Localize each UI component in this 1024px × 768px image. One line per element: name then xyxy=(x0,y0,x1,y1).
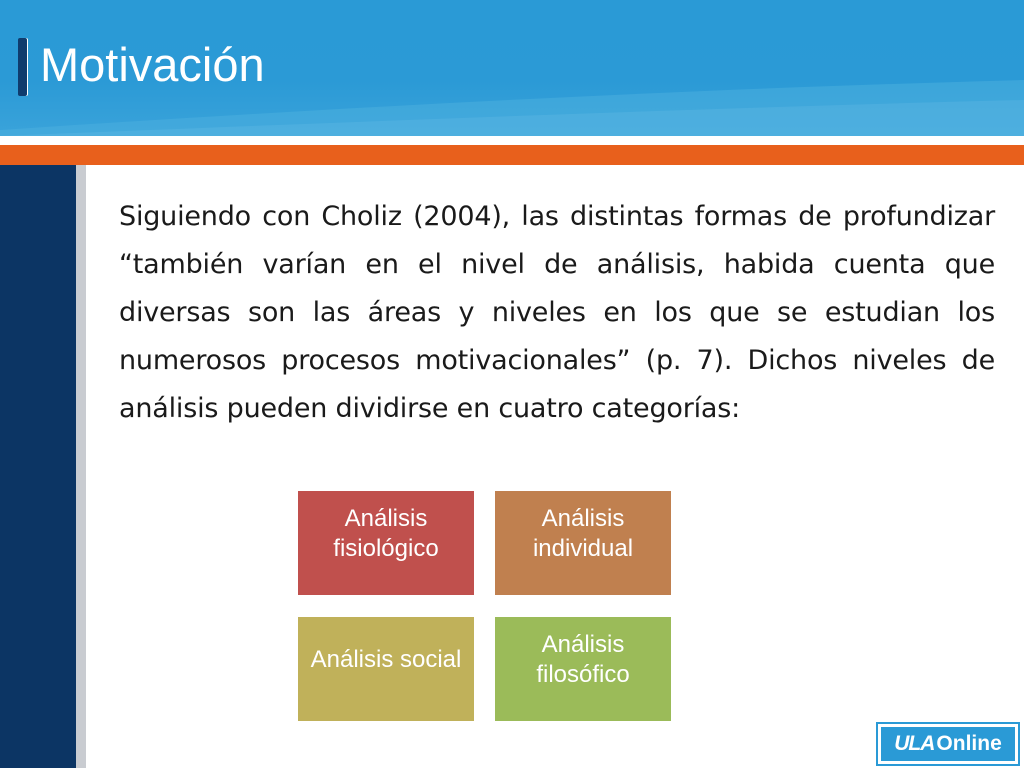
sidebar-grey-band xyxy=(76,165,86,768)
slide-header xyxy=(0,0,1024,136)
header-gap xyxy=(0,136,1024,145)
logo-prefix: ULA xyxy=(894,732,935,755)
logo-text xyxy=(894,732,1002,756)
logo-background xyxy=(881,727,1015,761)
sidebar-navy-band xyxy=(0,165,76,768)
category-box-filosofico xyxy=(495,617,671,721)
category-label: Análisis social xyxy=(310,646,462,673)
logo-suffix: Online xyxy=(936,732,1002,755)
category-label: Análisis individual xyxy=(532,505,634,562)
category-label: Análisis fisiológico xyxy=(333,505,439,562)
category-box-fisiologico xyxy=(298,491,474,595)
slide-title: Motivación xyxy=(40,38,265,91)
ula-online-logo xyxy=(876,722,1020,766)
body-paragraph: Siguiendo con Choliz (2004), las distintas formas de profundizar “también varían en el nivel de análisis, habida cuenta que diversas son las áreas y niveles en los que se estudian los numerosos procesos motivacionales” (p. 7). Dichos niveles de análisis pueden dividirse en cuatro categorías: xyxy=(119,201,995,424)
category-box-individual xyxy=(495,491,671,595)
title-marker xyxy=(18,38,27,96)
category-label: Análisis filosófico xyxy=(536,631,630,688)
accent-bar xyxy=(0,145,1024,165)
category-box-social xyxy=(298,617,474,721)
